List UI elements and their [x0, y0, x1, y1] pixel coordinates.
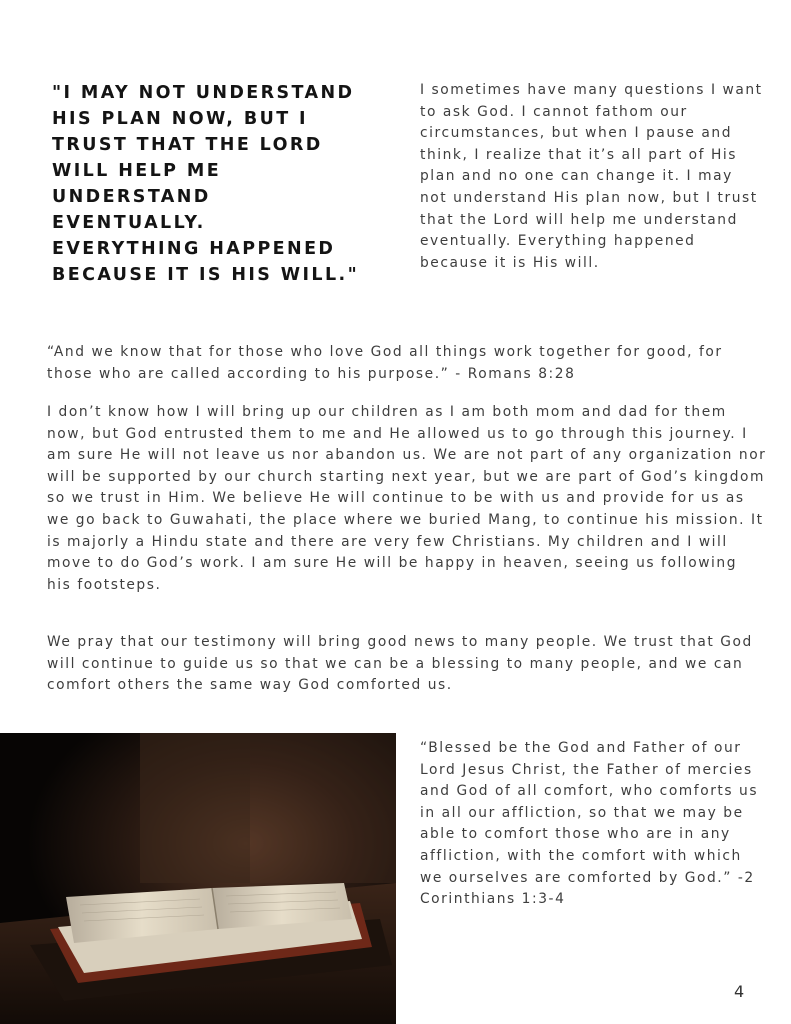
romans-verse: “And we know that for those who love God all things work together for good, for those who are called according to his purpose.” - Romans 8:28	[47, 344, 723, 382]
children-paragraph: I don’t know how I will bring up our children as I am both mom and dad for them now, but God entrusted them to me and He allowed us to go through this journey. I am sure He will not leave us nor abandon us. We are not part of any organization nor will be supported by our church starting next year, but we are part of God’s kingdom so we trust in Him. We believe He will continue to be with us and provide for us as we go back to Guwahati, the place where we buried Mang, to continue his mission. It is majorly a Hindu state and there are very few Christians. My children and I will move to do God’s work. I am sure He will be happy in heaven, seeing us following his footsteps.	[47, 404, 767, 593]
page-number: 4	[734, 982, 745, 1001]
intro-paragraph: I sometimes have many questions I want to ask God. I cannot fathom our circumstances, but when I pause and think, I realize that it’s all part of His plan and no one can change it. I may not understand His plan now, but I trust that the Lord will help me understand eventually. Everything happened because it is His will.	[420, 82, 763, 271]
prayer-paragraph: We pray that our testimony will bring good news to many people. We trust that God will continue to guide us so that we can be a blessing to many people, and we can comfort others the same way God comforted us.	[47, 634, 753, 694]
pull-quote: "I MAY NOT UNDERSTAND HIS PLAN NOW, BUT I TRUST THAT THE LORD WILL HELP ME UNDERSTAND EVENTUALLY. EVERYTHING HAPPENED BECAUSE IT IS HIS WILL."	[52, 83, 360, 285]
corinthians-verse: “Blessed be the God and Father of our Lord Jesus Christ, the Father of mercies and God of all comfort, who comforts us in all our affliction, so that we may be able to comfort those who are in any affliction, with the comfort with which we ourselves are comforted by God.” -2 Corinthians 1:3-4	[420, 740, 759, 908]
open-bible-photo	[0, 733, 396, 1024]
open-bible-illustration	[0, 733, 396, 1024]
